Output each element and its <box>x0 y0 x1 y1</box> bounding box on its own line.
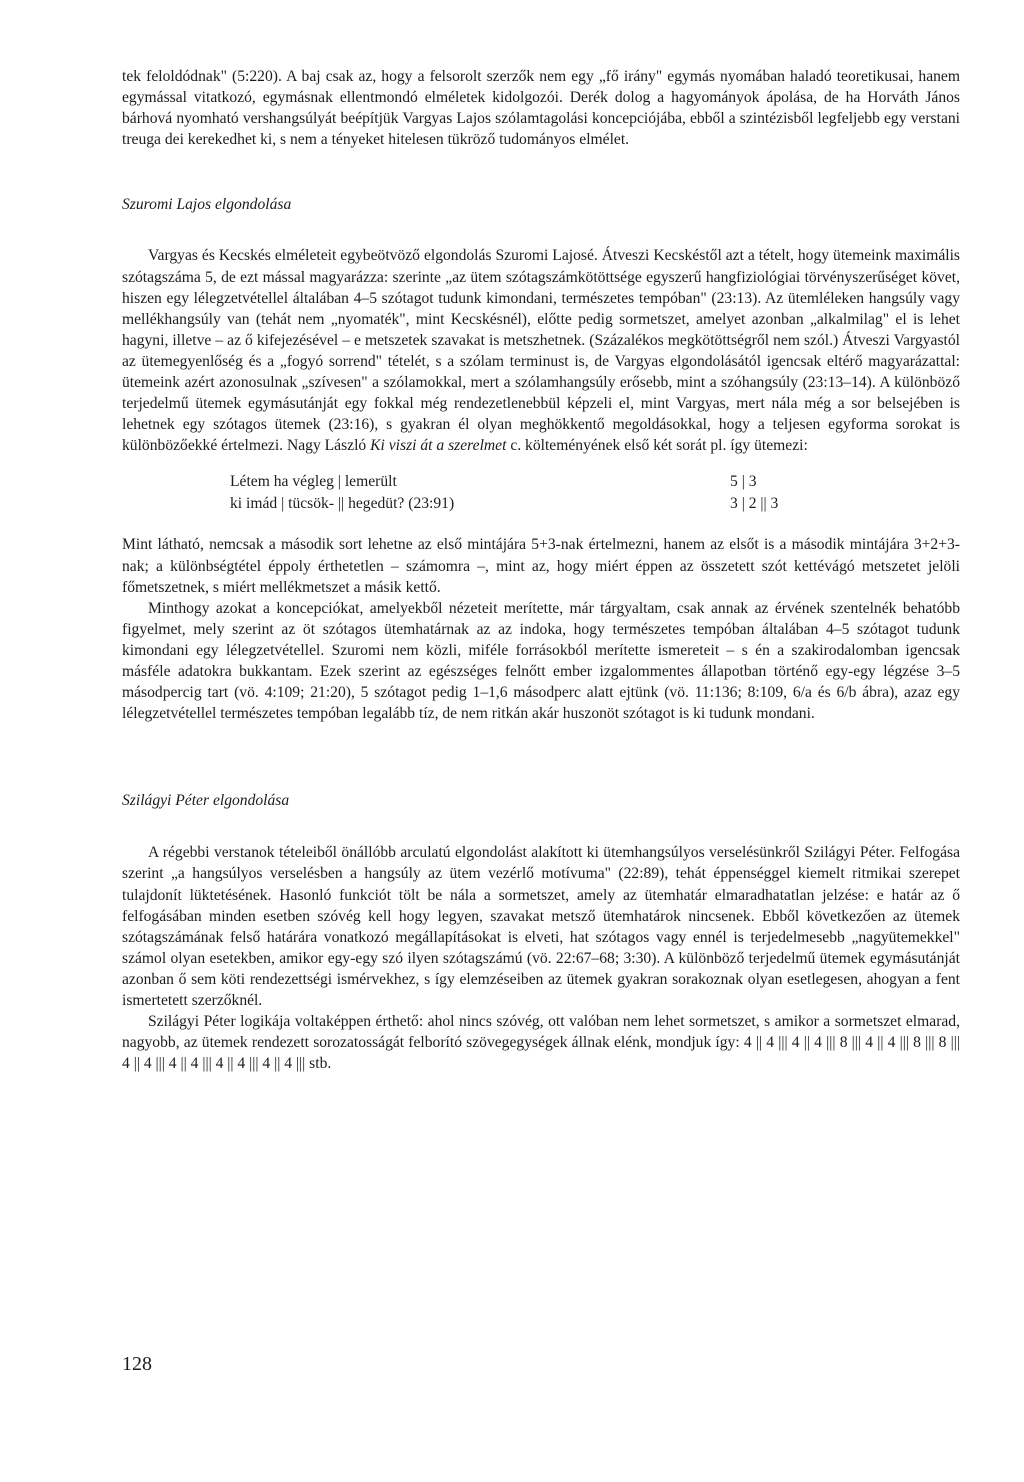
poem-line-meter: 3 | 2 || 3 <box>730 495 779 513</box>
poem-title: Ki viszi át a szerelmet <box>370 437 507 455</box>
paragraph-szuromi-1-text: Vargyas és Kecskés elméleteit egybeötvöző elgondolás Szuromi Lajosé. Átveszi Kecskéstől azt a tételt, hogy ütemeink maximális szótagszáma 5, de ezt mással magyarázza: szerinte „az ütem szótagszámkötöttsége egyszerű hangfiziológiai törvényszerűséget követ, hiszen egy lélegzetvétellel általában 4–5 szótagot tudunk kimondani, természetes tempóban" (23:13). Az ütemléleken hangsúly vagy mellékhangsúly van (tehát nem „nyomaték", mint Kecskésnél), előtte pedig sormetszet, amelyet azonban „alkalmilag" el is lehet hagyni, illetve – az ő kifejezésével – e metszetek szavakat is metszhetnek. (Százalékos megkötöttségről nem szól.) Átveszi Vargyastól az ütemegyenlőség és a „fogyó sorrend" tételét, s a szólam terminust is, de Vargyas elgondolásától igencsak eltérő magyarázattal: ütemeink azért azonosulnak „szívesen" a szólamokkal, mert a szólamhangsúly erősebb, mint a szóhangsúly (23:13–14). A különböző terjedelmű ütemek egymásutánját egy fokkal még rendezetlenebbül képzeli el, mint Vargyas, mert nála még a sor belsejében is lehetnek egy szótagos ütemek (23:16), s gyakran él olyan meghökkentő megoldásokkal, hogy a teljesen egyforma sorokat is különbözőekké értelmezi. Nagy László <box>122 247 960 455</box>
poem-line <box>230 471 790 493</box>
paragraph-szilagyi-1: A régebbi verstanok tételeiből önállóbb arculatú elgondolást alakított ki ütemhangsúlyos verselésünkről Szilágyi Péter. Felfogása szerint „a hangsúlyos verselésben a hangsúly az ütem vezérlő motívuma" (22:89), tehát éppenséggel kiemelt ritmikai szerepet tulajdonít lüktetésének. Hasonló funkciót tölt be nála a sormetszet, amely az ütemhatár elmaradhatatlan jelzése: e határ az ő felfogásában minden esetben szóvég kell hogy legyen, szavakat metsző ütemhatárok nincsenek. Ebből következően az ütemek szótagszámának felső határára vonatkozó megállapításokat is elveti, hat szótagos vagy ennél is terjedelmesebb „nagyütemekkel" számol olyan esetekben, amikor egy-egy szó ilyen szótagszámú (vö. 22:67–68; 3:30). A különböző terjedelmű ütemek egymásutánját azonban ő sem köti rendezettségi ismérvekhez, s így elemzéseiben az ütemek gyakran sorakoznak olyan esetlegesen, ahogyan a fent ismertetett szerzőknél. <box>122 844 960 1009</box>
section-heading-szuromi: Szuromi Lajos elgondolása <box>122 196 292 214</box>
paragraph-szuromi-1 <box>122 245 960 456</box>
poem-quote <box>230 471 790 515</box>
poem-line-text: Létem ha végleg | lemerült <box>230 473 397 491</box>
poem-line-text: ki imád | tücsök- || hegedüt? (23:91) <box>230 495 455 513</box>
paragraph-intro: tek feloldódnak" (5:220). A baj csak az, hogy a felsorolt szerzők nem egy „fő irány" egymás nyomában haladó teoretikusai, hanem egymással vitatkozó, egymásnak ellentmondó elméletek kidolgozói. Derék dolog a hagyományok ápolása, de ha Horváth János bárhová nyomható vershangsúlyát beépítjük Vargyas Lajos szólamtagolási koncepciójába, ebből a szintézisből legfeljebb egy verstani treuga dei kerekedhet ki, s nem a tényeket hitelesen tükröző tudományos elmélet. <box>122 68 960 149</box>
page-body <box>122 66 960 1074</box>
section-heading-szilagyi: Szilágyi Péter elgondolása <box>122 792 290 810</box>
paragraph-szilagyi-2: Szilágyi Péter logikája voltaképpen érthető: ahol nincs szóvég, ott valóban nem lehet sormetszet, s amikor a sormetszet elmarad, nagyobb, az ütemek rendezett sorozatosságát felborító szövegegységek állnak elénk, mondjuk így: 4 || 4 ||| 4 || 4 ||| 8 ||| 4 || 4 ||| 8 ||| 8 ||| 4 || 4 ||| 4 || 4 ||| 4 || 4 ||| 4 || 4 ||| stb. <box>122 1013 960 1073</box>
poem-line <box>230 493 790 515</box>
poem-line-meter: 5 | 3 <box>730 473 757 491</box>
paragraph-szuromi-3: Minthogy azokat a koncepciókat, amelyekből nézeteit merítette, már tárgyaltam, csak annak az érvének szentelnék behatóbb figyelmet, mely szerint az öt szótagos ütemhatárnak az az indoka, hogy természetes tempóban általában 4–5 szótagot tudunk kimondani egy lélegzetvétellel. Szuromi nem közli, miféle forrásokból merítette ismereteit – s én a szakirodalomban igencsak másféle adatokra bukkantam. Ezek szerint az egészséges felnőtt ember izgalommentes állapotban történő egy-egy légzése 3–5 másodpercig tart (vö. 4:109; 21:20), 5 szótagot pedig 1–1,6 másodperc alatt ejtünk (vö. 11:136; 8:109, 6/a és 6/b ábra), azaz egy lélegzetvétellel természetes tempóban legalább tíz, de nem ritkán akár huszonöt szótagot is ki tudunk mondani. <box>122 599 960 723</box>
page-number: 128 <box>122 1353 152 1375</box>
paragraph-szuromi-1-end: c. költeményének első két sorát pl. így ütemezi: <box>506 437 808 455</box>
paragraph-szuromi-2: Mint látható, nemcsak a második sort lehetne az első mintájára 5+3-nak értelmezni, hanem az elsőt is a második mintájára 3+2+3-nak; a különbségtétel éppoly érthetetlen – számomra –, mint az, hogy miért éppen az összetett szót kettévágó metszetet jelöli főmetszetnek, s miért mellékmetszet a másik kettő. <box>122 536 960 596</box>
